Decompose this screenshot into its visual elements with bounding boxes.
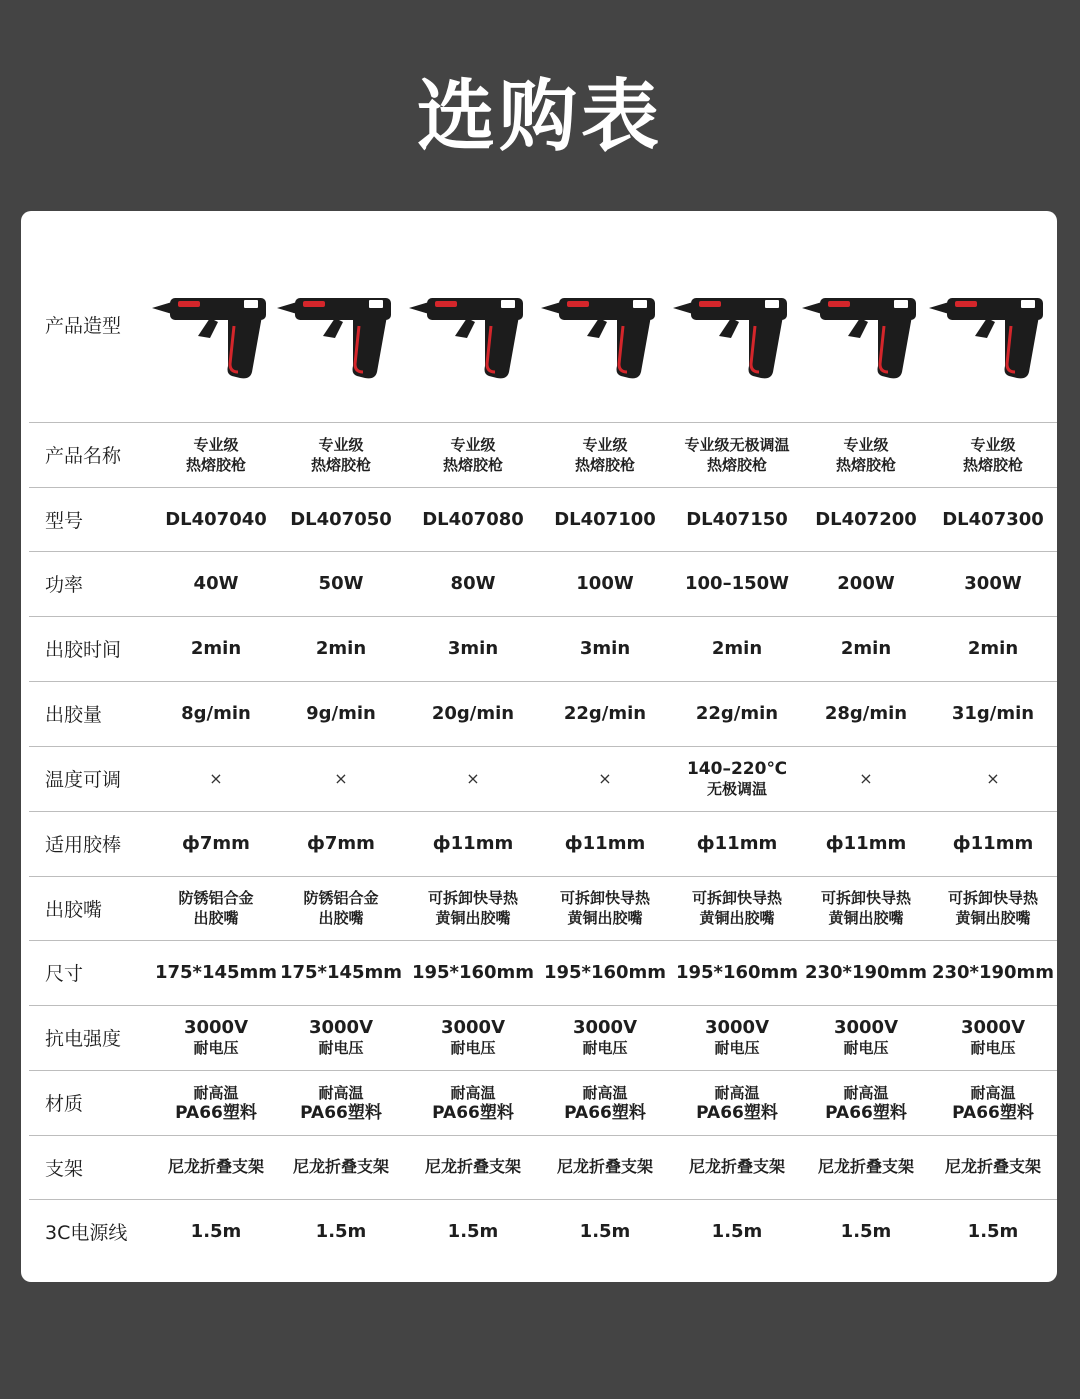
cell-line: 3000V xyxy=(833,1016,899,1038)
table-cell: 2min xyxy=(967,638,1019,659)
table-cell: ф11mm xyxy=(696,833,778,854)
table-cell: DL407080 xyxy=(422,508,524,530)
table-cell: 200W xyxy=(837,573,895,594)
table-row-output xyxy=(21,681,1057,746)
table-cell xyxy=(443,435,503,475)
row-label: 出胶量 xyxy=(45,704,103,726)
cell-line: 热熔胶枪 xyxy=(574,455,636,474)
cell-line: × xyxy=(986,769,1000,788)
table-cell xyxy=(309,1018,373,1058)
row-label: 型号 xyxy=(45,509,84,532)
table-cell: 100–150W xyxy=(684,573,790,594)
cell-line: 防锈铝合金 xyxy=(178,889,254,907)
cell-line: PA66塑料 xyxy=(300,1102,382,1123)
cell-line: 热熔胶枪 xyxy=(310,455,372,474)
row-label: 功率 xyxy=(45,574,84,596)
cell-line: 热熔胶枪 xyxy=(835,455,897,474)
table-row-cable xyxy=(21,1199,1057,1264)
table-cell xyxy=(466,769,479,788)
cell-line: 3000V xyxy=(960,1016,1026,1038)
table-cell: 2min xyxy=(840,638,892,659)
cell-line: 专业级 xyxy=(450,435,496,454)
hot-glue-gun-icon xyxy=(673,286,801,390)
table-cell xyxy=(821,888,911,928)
table-row-temp xyxy=(21,746,1057,811)
row-label: 产品造型 xyxy=(45,315,122,337)
table-cell xyxy=(687,759,787,799)
table-cell: 尼龙折叠支架 xyxy=(292,1157,390,1176)
cell-line: × xyxy=(859,769,873,788)
table-cell: 尼龙折叠支架 xyxy=(167,1157,265,1176)
table-row-power xyxy=(21,551,1057,616)
table-cell xyxy=(963,435,1023,475)
hot-glue-gun-icon xyxy=(277,286,405,390)
cell-line: 热熔胶枪 xyxy=(706,455,768,474)
table-cell: 230*190mm xyxy=(804,962,928,983)
table-cell: 9g/min xyxy=(306,703,376,724)
cell-line: × xyxy=(334,769,348,788)
cell-line: 黄铜出胶嘴 xyxy=(699,909,775,927)
table-cell: 1.5m xyxy=(840,1221,892,1242)
table-cell xyxy=(300,1083,382,1123)
table-cell: 1.5m xyxy=(190,1221,242,1242)
hot-glue-gun-icon xyxy=(409,286,537,390)
cell-line: 耐高温 xyxy=(318,1083,364,1102)
cell-line: 出胶嘴 xyxy=(318,909,364,927)
cell-line: 专业级 xyxy=(318,435,364,454)
table-row-model xyxy=(21,487,1057,551)
cell-line: 可拆卸快导热 xyxy=(559,889,651,907)
table-cell: 1.5m xyxy=(711,1221,763,1242)
cell-line: 3000V xyxy=(572,1016,638,1038)
table-row-image xyxy=(21,211,1057,422)
table-row-material xyxy=(21,1070,1057,1135)
cell-line: 3000V xyxy=(704,1016,770,1038)
table-cell: 1.5m xyxy=(447,1221,499,1242)
table-cell: 8g/min xyxy=(181,703,251,724)
row-label: 出胶嘴 xyxy=(45,898,103,921)
table-cell xyxy=(311,435,371,475)
cell-line: 无极调温 xyxy=(706,779,767,798)
row-label: 出胶时间 xyxy=(45,639,122,661)
cell-line: 可拆卸快导热 xyxy=(427,889,519,907)
cell-line: 专业级无极调温 xyxy=(684,435,790,454)
table-cell: 尼龙折叠支架 xyxy=(688,1157,786,1176)
table-row-voltage xyxy=(21,1005,1057,1070)
table-cell: ф11mm xyxy=(952,833,1034,854)
table-cell: 尼龙折叠支架 xyxy=(556,1157,654,1176)
table-cell: DL407300 xyxy=(942,508,1044,530)
cell-line: PA66塑料 xyxy=(952,1102,1034,1123)
table-cell xyxy=(432,1083,514,1123)
cell-line: 耐高温 xyxy=(193,1083,239,1102)
cell-line: × xyxy=(466,769,480,788)
row-label: 支架 xyxy=(45,1157,84,1180)
table-row-stick xyxy=(21,811,1057,876)
cell-line: 黄铜出胶嘴 xyxy=(828,909,904,927)
cell-line: 耐高温 xyxy=(970,1083,1016,1102)
table-cell: 22g/min xyxy=(563,703,647,724)
table-cell: 3min xyxy=(447,638,499,659)
table-cell: 1.5m xyxy=(315,1221,367,1242)
table-row-size xyxy=(21,940,1057,1005)
cell-line: 3000V xyxy=(440,1016,506,1038)
table-cell xyxy=(859,769,872,788)
table-cell xyxy=(175,1083,257,1123)
table-cell: 尼龙折叠支架 xyxy=(944,1157,1042,1176)
table-cell xyxy=(952,1083,1034,1123)
table-cell xyxy=(334,769,347,788)
table-cell: 195*160mm xyxy=(411,962,535,983)
table-row-heat-time xyxy=(21,616,1057,681)
table-row-name xyxy=(21,422,1057,487)
hot-glue-gun-icon xyxy=(929,286,1057,390)
table-cell: 50W xyxy=(318,573,364,594)
table-cell xyxy=(696,1083,778,1123)
table-cell: DL407050 xyxy=(290,508,392,530)
cell-line: 耐高温 xyxy=(582,1083,628,1102)
table-cell xyxy=(834,1018,898,1058)
table-cell: 195*160mm xyxy=(543,962,667,983)
row-label: 产品名称 xyxy=(45,445,122,467)
cell-line: 专业级 xyxy=(582,435,628,454)
cell-line: 黄铜出胶嘴 xyxy=(435,909,511,927)
table-cell: 尼龙折叠支架 xyxy=(817,1157,915,1176)
table-cell: 28g/min xyxy=(824,703,908,724)
table-cell xyxy=(948,888,1038,928)
hot-glue-gun-icon xyxy=(541,286,669,390)
table-cell: 2min xyxy=(315,638,367,659)
table-cell: DL407040 xyxy=(165,508,267,530)
cell-line: 耐电压 xyxy=(843,1038,889,1057)
table-cell xyxy=(598,769,611,788)
cell-line: 热熔胶枪 xyxy=(962,455,1024,474)
table-cell: 2min xyxy=(190,638,242,659)
table-cell: 80W xyxy=(450,573,496,594)
comparison-table xyxy=(21,211,1057,1282)
row-label: 适用胶棒 xyxy=(45,834,122,856)
cell-line: PA66塑料 xyxy=(696,1102,778,1123)
cell-line: 耐电压 xyxy=(582,1038,628,1057)
table-cell: 175*145mm xyxy=(154,962,278,983)
cell-line: 耐电压 xyxy=(970,1038,1016,1057)
table-cell xyxy=(573,1018,637,1058)
table-cell: ф7mm xyxy=(307,833,375,854)
table-cell: 20g/min xyxy=(431,703,515,724)
cell-line: 3000V xyxy=(308,1016,374,1038)
cell-line: 耐电压 xyxy=(450,1038,496,1057)
cell-line: 耐高温 xyxy=(450,1083,496,1102)
table-row-stand xyxy=(21,1135,1057,1199)
row-label: 材质 xyxy=(45,1093,84,1115)
table-cell: ф7mm xyxy=(182,833,250,854)
row-label: 温度可调 xyxy=(45,769,122,791)
hot-glue-gun-icon xyxy=(802,286,930,390)
row-label: 尺寸 xyxy=(45,963,84,985)
table-cell: 40W xyxy=(193,573,239,594)
table-cell xyxy=(186,435,246,475)
table-cell xyxy=(705,1018,769,1058)
table-row-nozzle xyxy=(21,876,1057,940)
table-cell xyxy=(986,769,999,788)
table-cell: 31g/min xyxy=(951,703,1035,724)
cell-line: PA66塑料 xyxy=(432,1102,514,1123)
table-cell xyxy=(184,1018,248,1058)
table-cell: 300W xyxy=(964,573,1022,594)
table-cell: DL407100 xyxy=(554,508,656,530)
table-cell: DL407150 xyxy=(686,508,788,530)
table-cell: 1.5m xyxy=(579,1221,631,1242)
table-cell: ф11mm xyxy=(432,833,514,854)
hot-glue-gun-icon xyxy=(152,286,280,390)
cell-line: 防锈铝合金 xyxy=(303,889,379,907)
table-cell: ф11mm xyxy=(564,833,646,854)
cell-line: 耐高温 xyxy=(843,1083,889,1102)
cell-line: 可拆卸快导热 xyxy=(820,889,912,907)
cell-line: 黄铜出胶嘴 xyxy=(567,909,643,927)
page-title: 选购表 xyxy=(416,72,663,162)
table-cell xyxy=(560,888,650,928)
cell-line: 耐电压 xyxy=(318,1038,364,1057)
cell-line: 耐电压 xyxy=(193,1038,239,1057)
table-cell: 175*145mm xyxy=(279,962,403,983)
table-cell xyxy=(575,435,635,475)
cell-line: PA66塑料 xyxy=(175,1102,257,1123)
cell-line: 140–220℃ xyxy=(686,758,788,779)
table-cell xyxy=(961,1018,1025,1058)
cell-line: 出胶嘴 xyxy=(193,909,239,927)
cell-line: 专业级 xyxy=(193,435,239,454)
cell-line: 黄铜出胶嘴 xyxy=(955,909,1031,927)
table-cell xyxy=(178,888,253,928)
table-cell: 1.5m xyxy=(967,1221,1019,1242)
cell-line: 3000V xyxy=(183,1016,249,1038)
cell-line: 耐高温 xyxy=(714,1083,760,1102)
cell-line: × xyxy=(209,769,223,788)
table-cell: DL407200 xyxy=(815,508,917,530)
cell-line: PA66塑料 xyxy=(825,1102,907,1123)
table-cell xyxy=(428,888,518,928)
table-cell xyxy=(441,1018,505,1058)
table-cell xyxy=(825,1083,907,1123)
table-cell: 195*160mm xyxy=(675,962,799,983)
cell-line: 可拆卸快导热 xyxy=(947,889,1039,907)
cell-line: 耐电压 xyxy=(714,1038,760,1057)
row-label: 3C电源线 xyxy=(45,1222,128,1244)
table-cell xyxy=(684,435,789,475)
table-cell: 3min xyxy=(579,638,631,659)
table-cell xyxy=(209,769,222,788)
cell-line: 可拆卸快导热 xyxy=(691,889,783,907)
cell-line: 专业级 xyxy=(843,435,889,454)
table-cell xyxy=(564,1083,646,1123)
table-cell: 22g/min xyxy=(695,703,779,724)
table-cell: ф11mm xyxy=(825,833,907,854)
table-cell xyxy=(836,435,896,475)
cell-line: 热熔胶枪 xyxy=(442,455,504,474)
table-cell: 230*190mm xyxy=(931,962,1055,983)
table-cell xyxy=(692,888,782,928)
cell-line: 热熔胶枪 xyxy=(185,455,247,474)
row-label: 抗电强度 xyxy=(45,1028,122,1050)
cell-line: 专业级 xyxy=(970,435,1016,454)
cell-line: × xyxy=(598,769,612,788)
cell-line: PA66塑料 xyxy=(564,1102,646,1123)
table-cell: 2min xyxy=(711,638,763,659)
table-cell xyxy=(303,888,378,928)
table-cell: 尼龙折叠支架 xyxy=(424,1157,522,1176)
table-cell: 100W xyxy=(576,573,634,594)
